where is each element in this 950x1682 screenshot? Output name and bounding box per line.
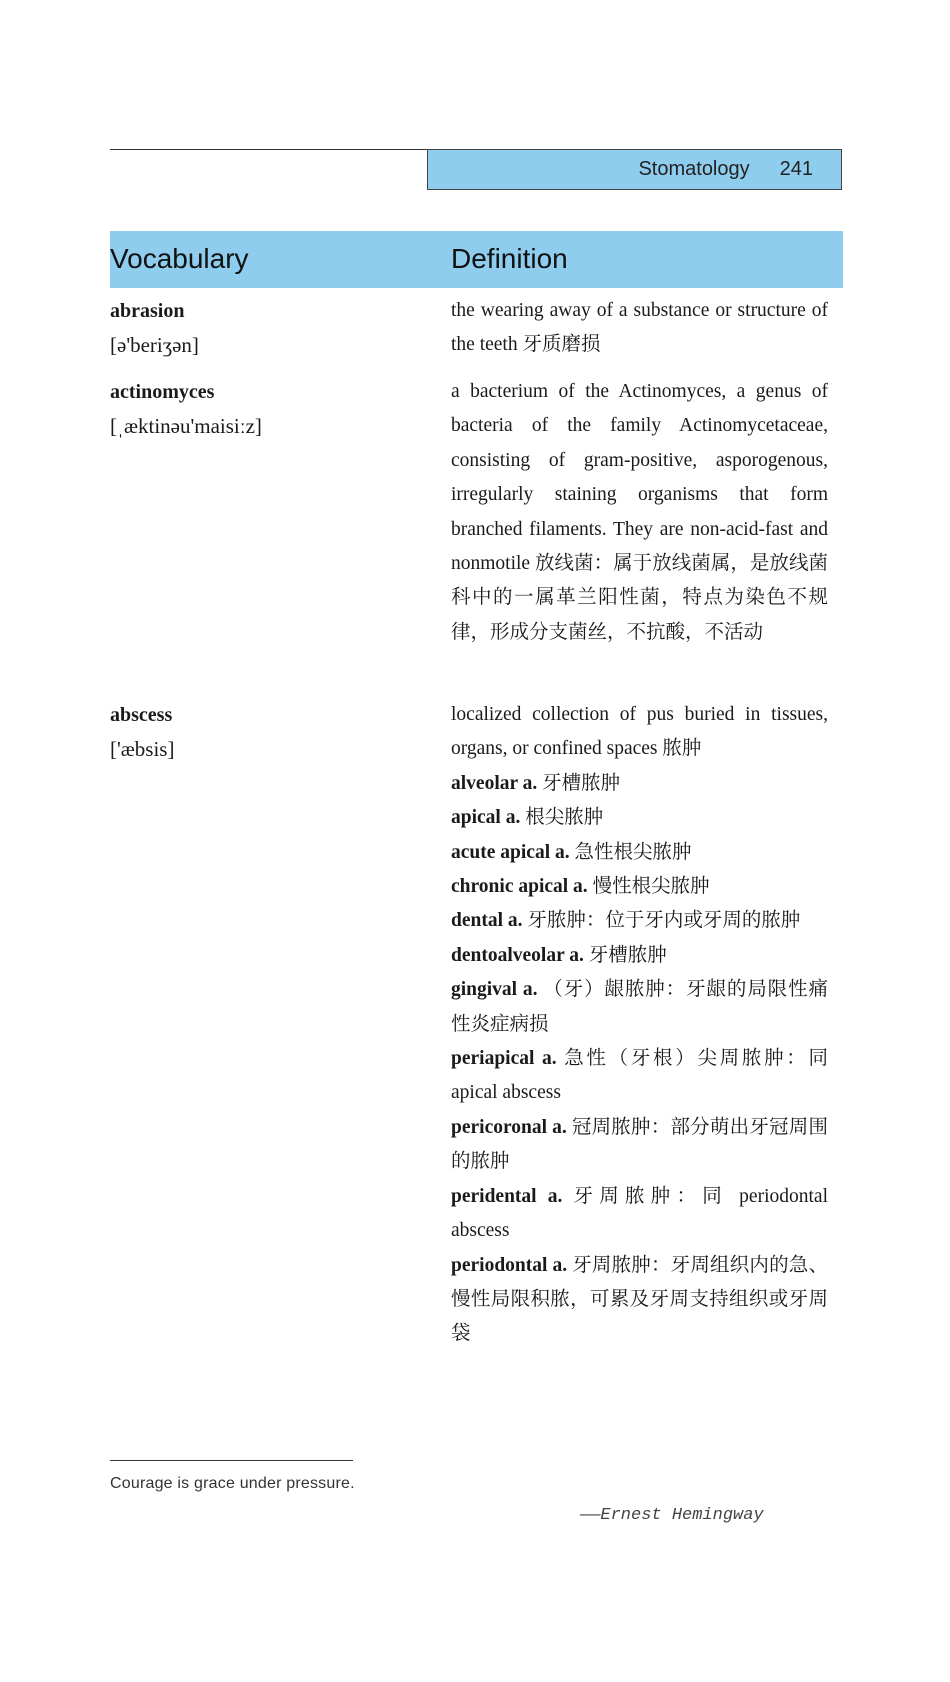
subentry (451, 973, 828, 1042)
subentry-term: periodontal a. (451, 1254, 568, 1276)
subentry-text: 牙周脓肿：同 periodontal abscess (451, 1185, 828, 1242)
entry-pronunciation: [ˌæktinəu'maisiːz] (110, 414, 262, 438)
subentry-term: dental a. (451, 910, 523, 932)
entry-term: abrasion (110, 300, 185, 322)
entry-pronunciation: ['æbsis] (110, 737, 175, 761)
table-header (110, 231, 843, 288)
subentry-text: （牙）龈脓肿：牙龈的局限性痛性炎症病损 (451, 979, 828, 1035)
footer-quote: Courage is grace under pressure. (110, 1475, 355, 1492)
subentry-text: 牙槽脓肿 (542, 772, 621, 794)
subentry (451, 904, 828, 938)
subentry (451, 767, 828, 801)
subentry-text: 牙周脓肿：牙周组织内的急、慢性局限积脓，可累及牙周支持组织或牙周袋 (451, 1254, 828, 1345)
running-header (427, 149, 842, 190)
subentry-term: acute apical a. (451, 841, 570, 863)
subentry (451, 801, 828, 835)
subentry-text: 牙脓肿：位于牙内或牙周的脓肿 (527, 910, 801, 932)
subentry-term: chronic apical a. (451, 876, 588, 898)
entry-definition: the wearing away of a substance or structure of the teeth 牙质磨损 (451, 300, 828, 356)
entry-term: actinomyces (110, 381, 215, 403)
subentry-text: 急性（牙根）尖周脓肿：同 apical abscess (451, 1048, 828, 1104)
subentry-text: 根尖脓肿 (525, 807, 604, 829)
subentry-term: pericoronal a. (451, 1116, 567, 1138)
subentry (451, 870, 828, 904)
subentry-term: apical a. (451, 807, 521, 829)
subentry (451, 1180, 828, 1249)
entry-term: abscess (110, 704, 173, 726)
entry-pronunciation: [ə'beriʒən] (110, 333, 199, 357)
subentry-term: peridental a. (451, 1185, 563, 1207)
subentry-text: 急性根尖脓肿 (574, 841, 692, 863)
abscess-main-definition: localized collection of pus buried in tissues, organs, or confined spaces 脓肿 (451, 704, 828, 760)
header-rule (110, 149, 428, 150)
subentry (451, 836, 828, 870)
section-title: Stomatology (638, 158, 750, 180)
quote-author: ——Ernest Hemingway (580, 1506, 764, 1525)
column-header-vocabulary: Vocabulary (110, 243, 249, 274)
subentry-text: 冠周脓肿：部分萌出牙冠周围的脓肿 (451, 1116, 828, 1173)
subentry-term: periapical a. (451, 1048, 557, 1070)
subentry-text: 慢性根尖脓肿 (592, 876, 710, 898)
subentry-term: alveolar a. (451, 772, 538, 794)
entry-definition: a bacterium of the Actinomyces, a genus of bacteria of the family Actinomycetaceae, consisting of gram-positive, asporogenous, irregularly staining organisms that form branched filaments. They are non-acid-fast and nonmotile 放线菌：属于放线菌属，是放线菌科中的一属革兰阳性菌，特点为染色不规律，形成分支菌丝，不抗酸，不活动 (451, 381, 828, 643)
subentry (451, 1249, 828, 1352)
column-header-definition: Definition (451, 243, 568, 274)
subentry-term: gingival a. (451, 979, 538, 1001)
subentry-term: dentoalveolar a. (451, 944, 584, 966)
subentry (451, 1111, 828, 1180)
footnote-rule (110, 1460, 353, 1461)
subentry-text: 牙槽脓肿 (588, 944, 667, 966)
subentry (451, 939, 828, 973)
subentry (451, 1042, 828, 1111)
page-number: 241 (779, 158, 813, 180)
entry-definition (451, 698, 828, 1352)
